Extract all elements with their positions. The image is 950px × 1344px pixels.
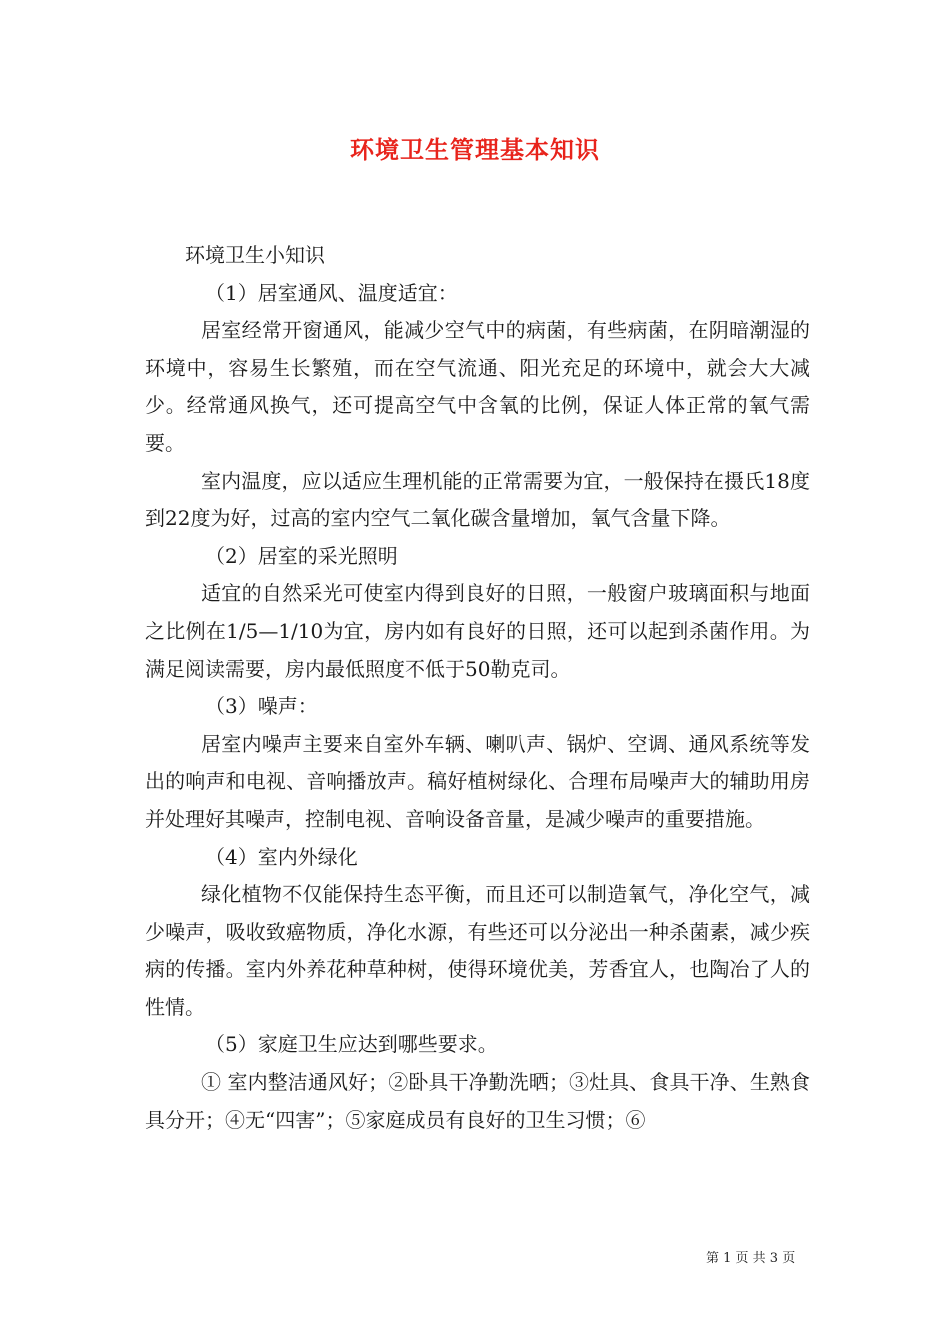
section-heading: （2）居室的采光照明 — [205, 543, 398, 568]
section-heading: （3）噪声： — [205, 694, 318, 719]
section-heading: （5）家庭卫生应达到哪些要求。 — [205, 1032, 498, 1057]
subtitle: 环境卫生小知识 — [185, 243, 325, 267]
page-number: 第 1 页 共 3 页 — [706, 1251, 796, 1266]
document-title: 环境卫生管理基本知识 — [350, 135, 600, 164]
section-heading: （4）室内外绿化 — [205, 844, 358, 869]
paragraph: 居室内噪声主要来自室外车辆、喇叭声、锅炉、空调、通风系统等发出的响声和电视、音响播放声。稿好植树绿化、合理布局噪声大的辅助用房并处理好其噪声，控制电视、音响设备音量，是减少噪声的重要措施。 — [145, 731, 810, 831]
paragraph: 居室经常开窗通风，能减少空气中的病菌，有些病菌，在阴暗潮湿的环境中，容易生长繁殖，而在空气流通、阳光充足的环境中，就会大大减少。经常通风换气，还可提高空气中含氧的比例，保证人体正常的氧气需要。 — [145, 318, 810, 455]
paragraph: ① 室内整洁通风好；②卧具干净勤洗晒；③灶具、食具干净、生熟食具分开；④无“四害”；⑤家庭成员有良好的卫生习惯；⑥ — [145, 1070, 810, 1132]
section-heading: （1）居室通风、温度适宜： — [205, 280, 458, 305]
document-body — [145, 237, 810, 1139]
paragraph: 室内温度，应以适应生理机能的正常需要为宜，一般保持在摄氏18度到22度为好，过高的室内空气二氧化碳含量增加，氧气含量下降。 — [145, 468, 810, 531]
paragraph: 适宜的自然采光可使室内得到良好的日照，一般窗户玻璃面积与地面之比例在1/5—1/10为宜，房内如有良好的日照，还可以起到杀菌作用。为满足阅读需要，房内最低照度不低于50勒克司。 — [145, 581, 810, 681]
paragraph: 绿化植物不仅能保持生态平衡，而且还可以制造氧气，净化空气，减少噪声，吸收致癌物质，净化水源，有些还可以分泌出一种杀菌素，减少疾病的传播。室内外养花种草种树，使得环境优美，芳香宜人，也陶冶了人的性情。 — [145, 882, 810, 1019]
